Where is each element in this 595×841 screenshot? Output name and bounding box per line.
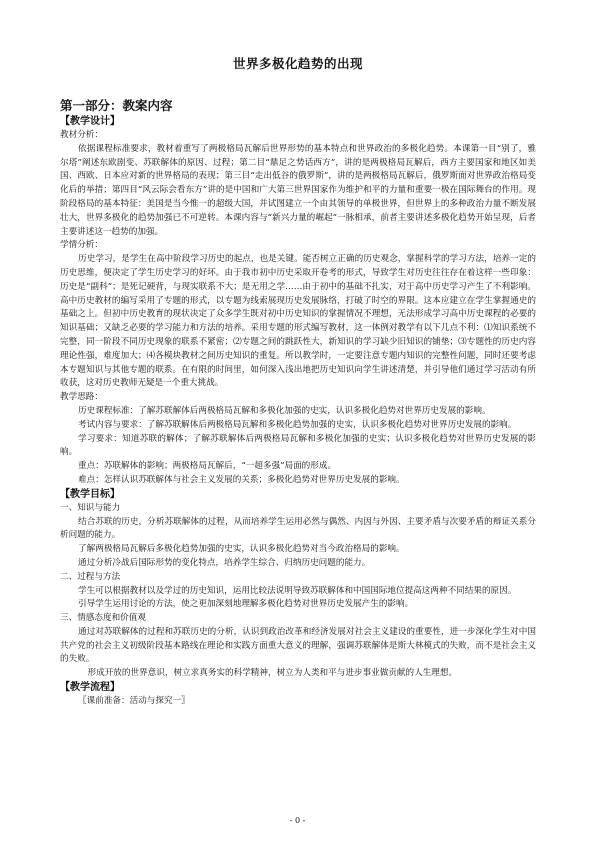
goal-2-text-2: 引导学生运用讨论的方法，使之更加深刻地理解多极化趋势对世界历史发展产生的影响。 <box>78 599 414 610</box>
class-prep-text: 〖课前准备：活动与探究一〗 <box>78 696 190 707</box>
goal-1-text-2: 了解两极格局瓦解后多极化趋势加强的史实，认识多极化趋势对当今政治格局的影响。 <box>78 544 405 555</box>
section-heading-process: 【教学流程】 <box>60 682 120 694</box>
section-heading-design: 【教学设计】 <box>60 116 120 127</box>
exam-requirement-text: 考试内容与要求：了解苏联解体后两极格局瓦解和多极化趋势加强的史实，认识多极化趋势对世界历史发展的影响。 <box>78 419 517 430</box>
page-title: 世界多极化趋势的出现 <box>232 56 363 71</box>
section-heading-goals: 【教学目标】 <box>60 488 120 500</box>
goal-1-label: 一、知识与能力 <box>60 502 121 513</box>
goal-1-text-1: 结合苏联的历史，分析苏联解体的过程，从而培养学生运用必然与偶然、内因与外因、主要矛盾与次要矛盾的辩证关系分析问题的能力。 <box>60 516 536 541</box>
student-analysis-label: 学情分析： <box>60 240 103 251</box>
difficult-point-text: 难点：怎样认识苏联解体与社会主义发展的关系；多极化趋势对世界历史发展的影响。 <box>78 474 405 485</box>
goal-3-text-2: 形成开放的世界意识，树立求真务实的科学精神，树立为人类和平与进步事业做贡献的人生理想。 <box>87 668 458 679</box>
part-heading: 第一部分：教案内容 <box>60 98 173 113</box>
goal-2-text-1: 学生可以根据教材以及学过的历史知识，运用比较法说明导致苏联解体和中国国际地位提高这两种不同结果的原因。 <box>78 585 517 596</box>
material-analysis-text: 依据课程标准要求，教材着重写了两极格局瓦解后世界形势的基本特点和世界政治的多极化趋势。本课第一目“别了，雅尔塔”阐述东欧剧变、苏联解体的原因、过程；第二目“鼎足之势话西方”，讲的是两极格局瓦解后，西方主要国家和地区如美国、西欧、日本应对新的世界格局的表现；第三目“走出低谷的俄罗斯”，讲的是两极格局瓦解后，俄罗斯面对世界政治格局变化后的举措；第四目“风云际会看东方”讲的是中国和广大第三世界国家作为维护和平的力量和重要一极在国际舞台的作用。现阶段格局的基本特征：美国是当今惟一的超级大国，并试图建立一个由其领导的单极世界，但世界上的多种政治力量不断发展壮大，世界多极化的趋势加强已不可逆转。本课内容与“新兴力量的崛起”一脉相承，前者主要讲述多极化趋势开始呈现，后者主要讲述这一趋势的加强。 <box>60 143 536 237</box>
goal-2-label: 二、过程与方法 <box>60 571 121 582</box>
goal-1-text-3: 通过分析冷战后国际形势的变化特点，培养学生综合、归纳历史问题的能力。 <box>78 557 371 568</box>
page-content <box>60 54 536 709</box>
page-number: - 0 - <box>289 816 306 825</box>
goal-3-label: 三、情感态度和价值观 <box>60 613 146 624</box>
teaching-ideas-label: 教学思路： <box>60 392 103 403</box>
student-analysis-text: 历史学习，是学生在高中阶段学习历史的起点，也是关键。能否树立正确的历史观念，掌握科学的学习方法，培养一定的历史思维，便决定了学生历史学习的好坏。由于我市初中历史采取开卷考的形式，导致学生对历史往往存在着这样一些印象：历史是“副科”；是死记硬背，与现实联系不大；是无用之学……由于初中的基础不扎实，对于高中历史学习产生了不利影响。高中历史教材的编写采用了专题的形式，以专题为线索展现历史发展脉络，打破了时空的界限。这本应建立在学生掌握通史的基础之上。但初中历史教育的现状决定了众多学生既对初中历史知识的掌握情况不理想，无法形成学习高中历史课程的必要的知识基础；又缺乏必要的学习能力和方法的培养。采用专题的形式编写教材，这一体例对教学有以下几点不利：⑴知识系统不完整，同一阶段不同历史现象的联系不紧密；⑵专题之间的跳跃性大，新知识的学习缺少旧知识的铺垫；⑶专题性的历史内容理论性强，难度加大；⑷各模块教材之间历史知识的重复。所以教学时，一定要注意专题内知识的完整性问题，同时还要考虑本专题知识与其他专题的联系。在有限的时间里，如何深入浅出地把历史知识向学生讲述清楚，并引导他们通过学习活动有所收获，这对历史教师无疑是一个重大挑战。 <box>60 254 536 389</box>
key-point-text: 重点：苏联解体的影响；两极格局瓦解后，“一超多强”局面的形成。 <box>78 461 337 472</box>
goal-3-text-1: 通过对苏联解体的过程和苏联历史的分析，认识到政治改革和经济发展对社会主义建设的重要性，进一步深化学生对中国共产党的社会主义初级阶段基本路线在理论和实践方面重大意义的理解，强调苏联解体是斯大林模式的失败，而不是社会主义的失败。 <box>60 626 536 665</box>
curriculum-standard-text: 历史课程标准：了解苏联解体后两极格局瓦解和多极化加强的史实，认识多极化趋势对世界历史发展的影响。 <box>78 405 491 416</box>
material-analysis-label: 教材分析： <box>60 130 103 140</box>
study-requirement-text: 学习要求：知道苏联的解体；了解苏联解体后两极格局瓦解和多极化加强的史实；认识多极化趋势对世界历史发展的影响。 <box>60 433 536 458</box>
